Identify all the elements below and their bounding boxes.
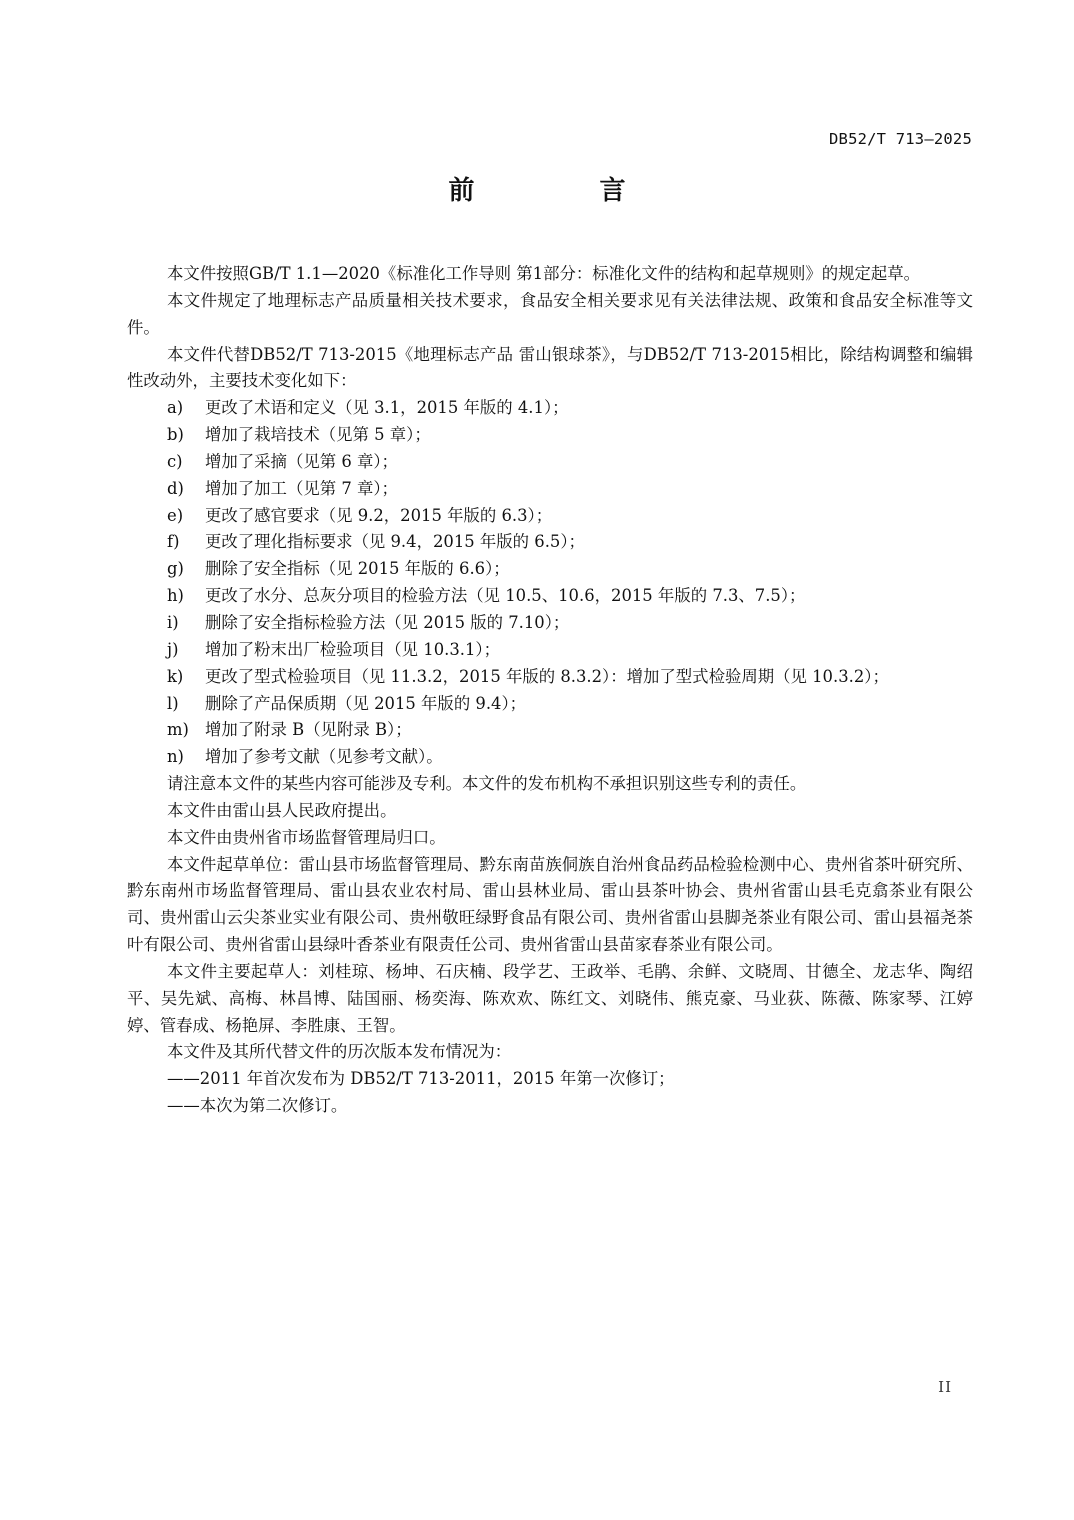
paragraph-proposer: 本文件由雷山县人民政府提出。 <box>167 800 397 820</box>
list-item-text: 删除了产品保质期（见 2015 年版的 9.4）； <box>205 693 527 713</box>
document-code: DB52/T 713—2025 <box>829 130 972 148</box>
list-marker: c) <box>167 451 183 471</box>
page-title: 前 言 <box>448 176 684 206</box>
list-item-text: 增加了加工（见第 7 章）； <box>205 478 398 498</box>
list-item <box>127 449 973 476</box>
list-marker: l) <box>167 693 179 713</box>
paragraph-drafting-units: 本文件起草单位：雷山县市场监督管理局、黔东南苗族侗族自治州食品药品检验检测中心、贵州省茶叶研究所、黔东南州市场监督管理局、雷山县农业农村局、雷山县林业局、雷山县茶叶协会、贵州省雷山县毛克翕茶业有限公司、贵州雷山云尖茶业实业有限公司、贵州敬旺绿野食品有限公司、贵州省雷山县脚尧茶业有限公司、雷山县福尧茶叶有限公司、贵州省雷山县绿叶香茶业有限责任公司、贵州省雷山县苗家春茶业有限公司。 <box>127 854 973 955</box>
list-item <box>127 422 973 449</box>
list-item <box>127 637 973 664</box>
list-marker: g) <box>167 559 184 579</box>
list-item-text: 增加了参考文献（见参考文献）。 <box>205 747 443 767</box>
list-item-text: 增加了附录 B（见附录 B）； <box>205 720 412 740</box>
list-item <box>127 744 973 771</box>
list-item <box>127 476 973 503</box>
paragraph-drafting-basis: 本文件按照GB/T 1.1—2020《标准化工作导则 第1部分：标准化文件的结构和起草规则》的规定起草。 <box>167 264 921 283</box>
list-marker: m) <box>167 720 189 740</box>
list-marker: h) <box>167 586 184 606</box>
list-item <box>127 503 973 530</box>
list-marker: n) <box>167 747 184 767</box>
list-item-text: 更改了感官要求（见 9.2，2015 年版的 6.3）； <box>205 505 553 525</box>
page-number: II <box>938 1378 952 1396</box>
list-item <box>127 610 973 637</box>
list-item <box>127 691 973 718</box>
list-marker: k) <box>167 666 184 686</box>
list-marker: a) <box>167 398 184 418</box>
list-marker: e) <box>167 505 184 525</box>
list-item <box>127 664 973 691</box>
list-item-text: 更改了水分、总灰分项目的检验方法（见 10.5、10.6，2015 年版的 7.3、7.5）； <box>205 586 806 606</box>
paragraph-drafters: 本文件主要起草人：刘桂琼、杨坤、石庆楠、段学艺、王政举、毛鹃、余鲜、文晓周、甘德全、龙志华、陶绍平、吴先斌、高梅、林昌博、陆国丽、杨奕海、陈欢欢、陈红文、刘晓伟、熊克豪、马业荻、陈薇、陈家琴、江婷婷、管春成、杨艳屏、李胜康、王智。 <box>127 961 973 1035</box>
list-marker: b) <box>167 425 184 445</box>
list-item-text: 更改了术语和定义（见 3.1，2015 年版的 4.1）； <box>205 398 569 418</box>
paragraph-replacement: 本文件代替DB52/T 713-2015《地理标志产品 雷山银球茶》，与DB52/T 713-2015相比，除结构调整和编辑性改动外，主要技术变化如下： <box>127 344 973 391</box>
list-item-text: 删除了安全指标检验方法（见 2015 版的 7.10）； <box>205 612 570 632</box>
paragraph-history-first: ——2011 年首次发布为 DB52/T 713-2011，2015 年第一次修订； <box>167 1069 675 1089</box>
paragraph-version-history: 本文件及其所代替文件的历次版本发布情况为： <box>167 1042 512 1062</box>
list-marker: i) <box>167 612 179 632</box>
preface-body <box>127 261 973 1120</box>
paragraph-patent-notice: 请注意本文件的某些内容可能涉及专利。本文件的发布机构不承担识别这些专利的责任。 <box>167 774 807 794</box>
list-item <box>127 556 973 583</box>
list-marker: d) <box>167 478 184 498</box>
list-item-text: 增加了粉末出厂检验项目（见 10.3.1）； <box>205 639 501 659</box>
list-item-text: 增加了栽培技术（见第 5 章）； <box>205 425 431 445</box>
list-item <box>127 583 973 610</box>
list-item-text: 更改了型式检验项目（见 11.3.2，2015 年版的 8.3.2）：增加了型式检验周期（见 10.3.2）； <box>205 666 889 686</box>
list-item-text: 增加了采摘（见第 6 章）； <box>205 451 398 471</box>
changes-list <box>127 395 973 771</box>
list-marker: f) <box>167 532 180 552</box>
list-item <box>127 717 973 744</box>
paragraph-administrator: 本文件由贵州省市场监督管理局归口。 <box>167 827 446 847</box>
list-item <box>127 529 973 556</box>
paragraph-history-second: ——本次为第二次修订。 <box>167 1096 348 1116</box>
list-marker: j) <box>167 639 179 659</box>
paragraph-scope: 本文件规定了地理标志产品质量相关技术要求，食品安全相关要求见有关法律法规、政策和食品安全标准等文件。 <box>127 290 973 337</box>
list-item <box>127 395 973 422</box>
list-item-text: 更改了理化指标要求（见 9.4，2015 年版的 6.5）； <box>205 532 585 552</box>
list-item-text: 删除了安全指标（见 2015 年版的 6.6）； <box>205 559 510 579</box>
